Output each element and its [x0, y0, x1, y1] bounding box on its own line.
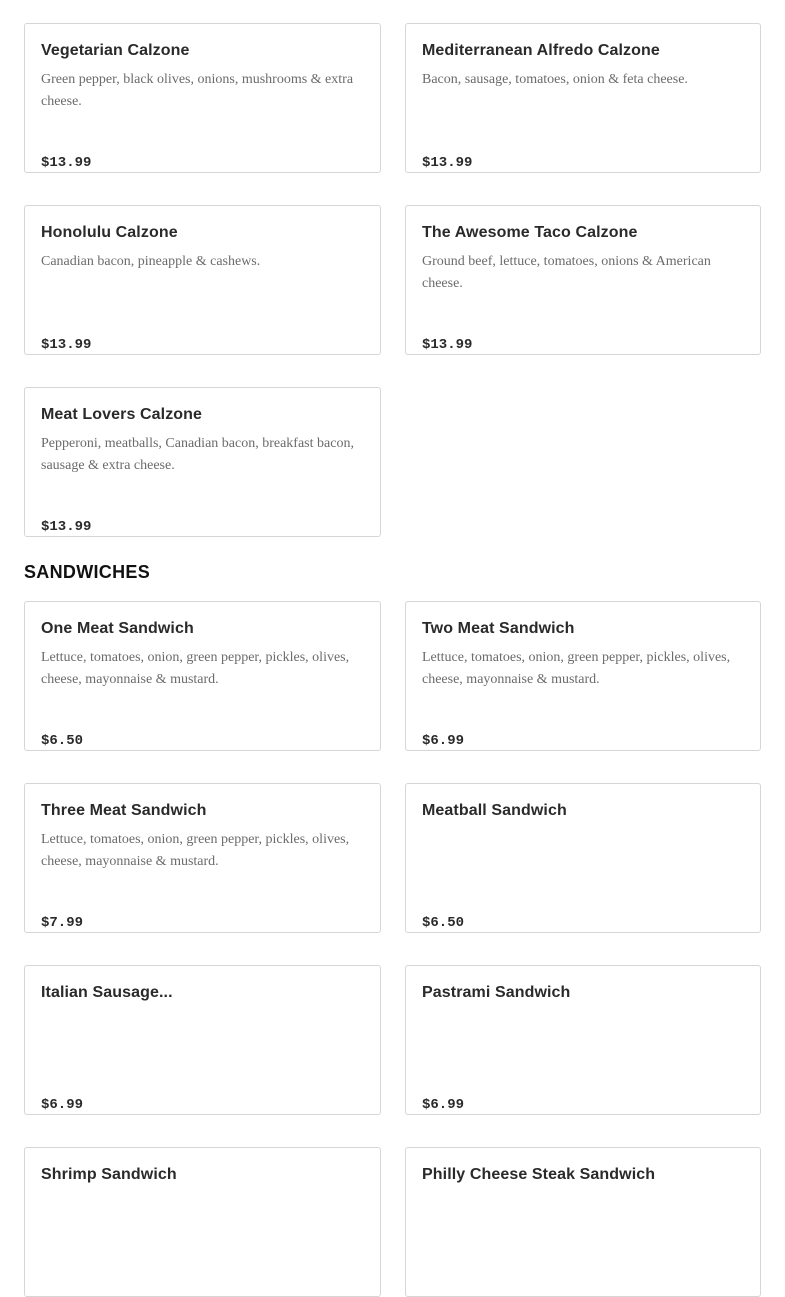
menu-item-card[interactable]	[405, 205, 761, 355]
menu-item-description: Bacon, sausage, tomatoes, onion & feta cheese.	[422, 72, 688, 87]
menu-item-price: $6.50	[422, 915, 465, 931]
menu-item-description: Pepperoni, meatballs, Canadian bacon, breakfast bacon, sausage & extra cheese.	[41, 436, 354, 473]
menu-item-price: $6.99	[422, 733, 465, 749]
menu-item-price: $6.50	[41, 733, 84, 749]
section-heading-sandwiches: SANDWICHES	[24, 562, 151, 582]
menu-item-card[interactable]	[24, 601, 381, 751]
menu-item-card[interactable]	[24, 23, 381, 173]
menu-item-card[interactable]	[405, 23, 761, 173]
menu-item-price: $6.99	[41, 1097, 84, 1113]
menu-item-name: One Meat Sandwich	[41, 620, 194, 637]
menu-item-name: Two Meat Sandwich	[422, 620, 575, 637]
menu-item-card[interactable]	[405, 601, 761, 751]
menu-item-name: Vegetarian Calzone	[41, 42, 190, 59]
menu-item-description: Ground beef, lettuce, tomatoes, onions & American cheese.	[422, 254, 711, 291]
menu-item-name: Philly Cheese Steak Sandwich	[422, 1166, 656, 1183]
menu-item-price: $13.99	[41, 519, 92, 535]
menu-item-card[interactable]	[24, 205, 381, 355]
menu-item-description: Lettuce, tomatoes, onion, green pepper, pickles, olives, cheese, mayonnaise & mustard.	[41, 650, 350, 687]
menu-item-name: Mediterranean Alfredo Calzone	[422, 42, 660, 59]
menu-item-description: Lettuce, tomatoes, onion, green pepper, pickles, olives, cheese, mayonnaise & mustard.	[41, 832, 350, 869]
menu-item-name: Italian Sausage...	[41, 984, 173, 1001]
menu-item-description: Green pepper, black olives, onions, mushrooms & extra cheese.	[41, 72, 354, 109]
calzone-menu-grid	[24, 23, 761, 537]
menu-item-price: $13.99	[422, 337, 473, 353]
menu-item-price: $7.99	[41, 915, 84, 931]
menu-item-card[interactable]	[24, 965, 381, 1115]
menu-item-card[interactable]	[24, 1147, 381, 1297]
menu-item-card[interactable]	[405, 965, 761, 1115]
menu-item-price: $13.99	[41, 155, 92, 171]
sandwich-menu-grid	[24, 601, 761, 1297]
menu-item-price: $6.99	[422, 1097, 465, 1113]
menu-item-name: The Awesome Taco Calzone	[422, 224, 638, 241]
menu-item-name: Meatball Sandwich	[422, 802, 567, 819]
menu-item-price: $13.99	[41, 337, 92, 353]
menu-item-card[interactable]	[24, 387, 381, 537]
menu-item-name: Three Meat Sandwich	[41, 802, 207, 819]
menu-item-name: Shrimp Sandwich	[41, 1166, 177, 1183]
menu-item-name: Pastrami Sandwich	[422, 984, 571, 1001]
menu-item-price: $13.99	[422, 155, 473, 171]
menu-item-name: Honolulu Calzone	[41, 224, 178, 241]
menu-item-card[interactable]	[24, 783, 381, 933]
menu-item-description: Canadian bacon, pineapple & cashews.	[41, 254, 261, 269]
menu-item-card[interactable]	[405, 783, 761, 933]
menu-item-name: Meat Lovers Calzone	[41, 406, 203, 423]
menu-item-card[interactable]	[405, 1147, 761, 1297]
menu-item-description: Lettuce, tomatoes, onion, green pepper, pickles, olives, cheese, mayonnaise & mustard.	[422, 650, 731, 687]
